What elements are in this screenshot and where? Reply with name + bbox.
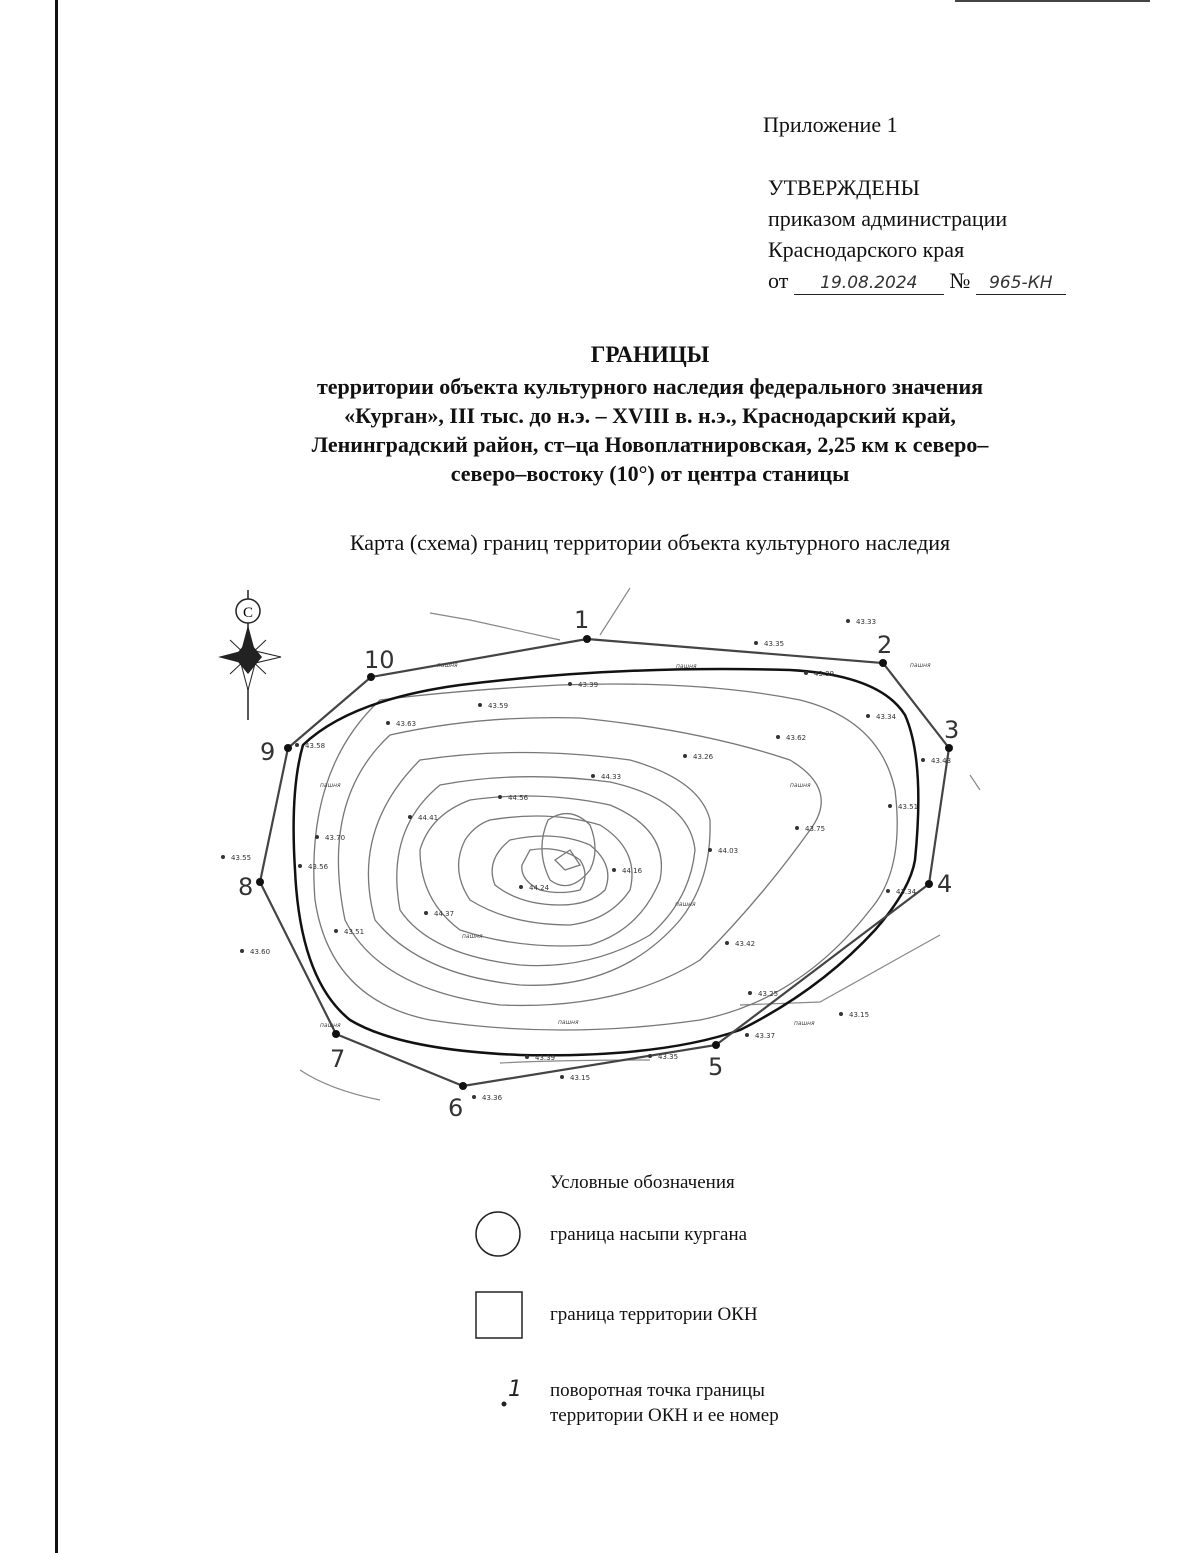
- svg-text:43.62: 43.62: [786, 734, 807, 742]
- map-caption: Карта (схема) границ территории объекта культурного наследия: [349, 530, 951, 555]
- svg-text:44.24: 44.24: [529, 884, 550, 892]
- svg-text:43.37: 43.37: [755, 1032, 776, 1040]
- svg-text:пашня: пашня: [437, 662, 458, 669]
- svg-text:пашня: пашня: [910, 662, 931, 669]
- point-label: 10: [364, 646, 395, 674]
- contour-lines: [314, 684, 897, 1030]
- boundary-point: [925, 880, 933, 888]
- point-label: 7: [330, 1045, 346, 1073]
- boundary-point: [332, 1030, 340, 1038]
- date-value: 19.08.2024: [794, 272, 944, 295]
- approval-heading: УТВЕРЖДЕНЫ: [768, 175, 920, 200]
- svg-text:43.39: 43.39: [814, 670, 835, 678]
- point-label: 4: [937, 870, 953, 898]
- legend-circle-icon: [476, 1212, 520, 1256]
- legend-point-line-2: территории ОКН и ее номер: [550, 1405, 779, 1426]
- svg-text:44.37: 44.37: [434, 910, 455, 918]
- boundary-point: [945, 744, 953, 752]
- point-label: 6: [448, 1094, 464, 1122]
- svg-text:пашня: пашня: [675, 901, 696, 908]
- svg-text:пашня: пашня: [320, 782, 341, 789]
- svg-text:43.34: 43.34: [896, 888, 917, 896]
- svg-text:43.39: 43.39: [535, 1054, 556, 1062]
- svg-text:43.39: 43.39: [578, 681, 599, 689]
- svg-text:44.03: 44.03: [718, 847, 739, 855]
- svg-text:43.42: 43.42: [735, 940, 756, 948]
- compass-icon: [218, 590, 281, 720]
- svg-text:43.35: 43.35: [764, 640, 785, 648]
- svg-text:43.34: 43.34: [876, 713, 897, 721]
- point-label: 1: [574, 606, 590, 634]
- svg-text:43.56: 43.56: [308, 863, 329, 871]
- approval-line-2: приказом администрации: [768, 206, 1008, 231]
- svg-text:43.59: 43.59: [488, 702, 509, 710]
- legend-point-dot-icon: [502, 1402, 507, 1407]
- svg-text:43.51: 43.51: [898, 803, 919, 811]
- svg-text:44.41: 44.41: [418, 814, 439, 822]
- point-label: 9: [260, 738, 276, 766]
- svg-text:пашня: пашня: [320, 1022, 341, 1029]
- north-label: С: [242, 605, 254, 621]
- legend-square-icon: [476, 1292, 522, 1338]
- number-prefix: №: [949, 268, 971, 293]
- svg-text:43.51: 43.51: [344, 928, 365, 936]
- svg-text:пашня: пашня: [558, 1019, 579, 1026]
- boundary-point: [256, 878, 264, 886]
- svg-text:43.43: 43.43: [931, 757, 952, 765]
- point-label: 8: [238, 873, 254, 901]
- approval-line-3: Краснодарского края: [768, 237, 965, 262]
- point-label: 2: [877, 631, 893, 659]
- title-line-1: территории объекта культурного наследия федерального значения: [316, 374, 984, 399]
- boundary-point: [583, 635, 591, 643]
- legend-point-line-1: поворотная точка границы: [550, 1380, 765, 1401]
- legend-territory-label: граница территории ОКН: [550, 1304, 758, 1325]
- svg-text:43.33: 43.33: [856, 618, 877, 626]
- svg-text:43.55: 43.55: [231, 854, 252, 862]
- appendix-label: Приложение 1: [763, 112, 898, 137]
- svg-text:44.16: 44.16: [622, 867, 643, 875]
- svg-text:43.60: 43.60: [250, 948, 271, 956]
- svg-text:44.56: 44.56: [508, 794, 529, 802]
- date-prefix: от: [768, 268, 789, 293]
- svg-text:43.75: 43.75: [805, 825, 826, 833]
- boundary-point: [284, 744, 292, 752]
- svg-text:43.25: 43.25: [758, 990, 779, 998]
- title-line-3: Ленинградский район, ст–ца Новоплатнировская, 2,25 км к северо–: [311, 432, 989, 457]
- svg-text:43.26: 43.26: [693, 753, 714, 761]
- legend-title: Условные обозначения: [550, 1172, 735, 1193]
- boundary-point: [459, 1082, 467, 1090]
- legend-mound-label: граница насыпи кургана: [550, 1224, 748, 1245]
- title-line-2: «Курган», III тыс. до н.э. – XVIII в. н.э., Краснодарский край,: [344, 403, 956, 428]
- svg-text:43.36: 43.36: [482, 1094, 503, 1102]
- title-line-4: северо–востоку (10°) от центра станицы: [450, 461, 850, 486]
- title-main: ГРАНИЦЫ: [590, 342, 710, 367]
- svg-text:44.33: 44.33: [601, 773, 622, 781]
- terrain-labels: [320, 662, 931, 1029]
- svg-text:43.63: 43.63: [396, 720, 417, 728]
- svg-text:43.58: 43.58: [305, 742, 326, 750]
- svg-text:пашня: пашня: [676, 663, 697, 670]
- terrain-lines: [300, 588, 980, 1100]
- legend-point-number: 1: [508, 1377, 522, 1402]
- point-label: 3: [944, 716, 960, 744]
- boundary-point: [367, 673, 375, 681]
- svg-text:43.35: 43.35: [658, 1053, 679, 1061]
- point-label: 5: [708, 1053, 724, 1081]
- svg-text:пашня: пашня: [790, 782, 811, 789]
- legend-point-label: [550, 1378, 779, 1428]
- boundary-point-labels: [238, 606, 959, 1122]
- svg-text:43.15: 43.15: [570, 1074, 591, 1082]
- svg-text:пашня: пашня: [794, 1020, 815, 1027]
- boundary-point: [712, 1041, 720, 1049]
- order-number: 965-КН: [976, 272, 1066, 295]
- svg-text:пашня: пашня: [462, 933, 483, 940]
- svg-text:43.70: 43.70: [325, 834, 346, 842]
- svg-text:43.15: 43.15: [849, 1011, 870, 1019]
- boundary-point: [879, 659, 887, 667]
